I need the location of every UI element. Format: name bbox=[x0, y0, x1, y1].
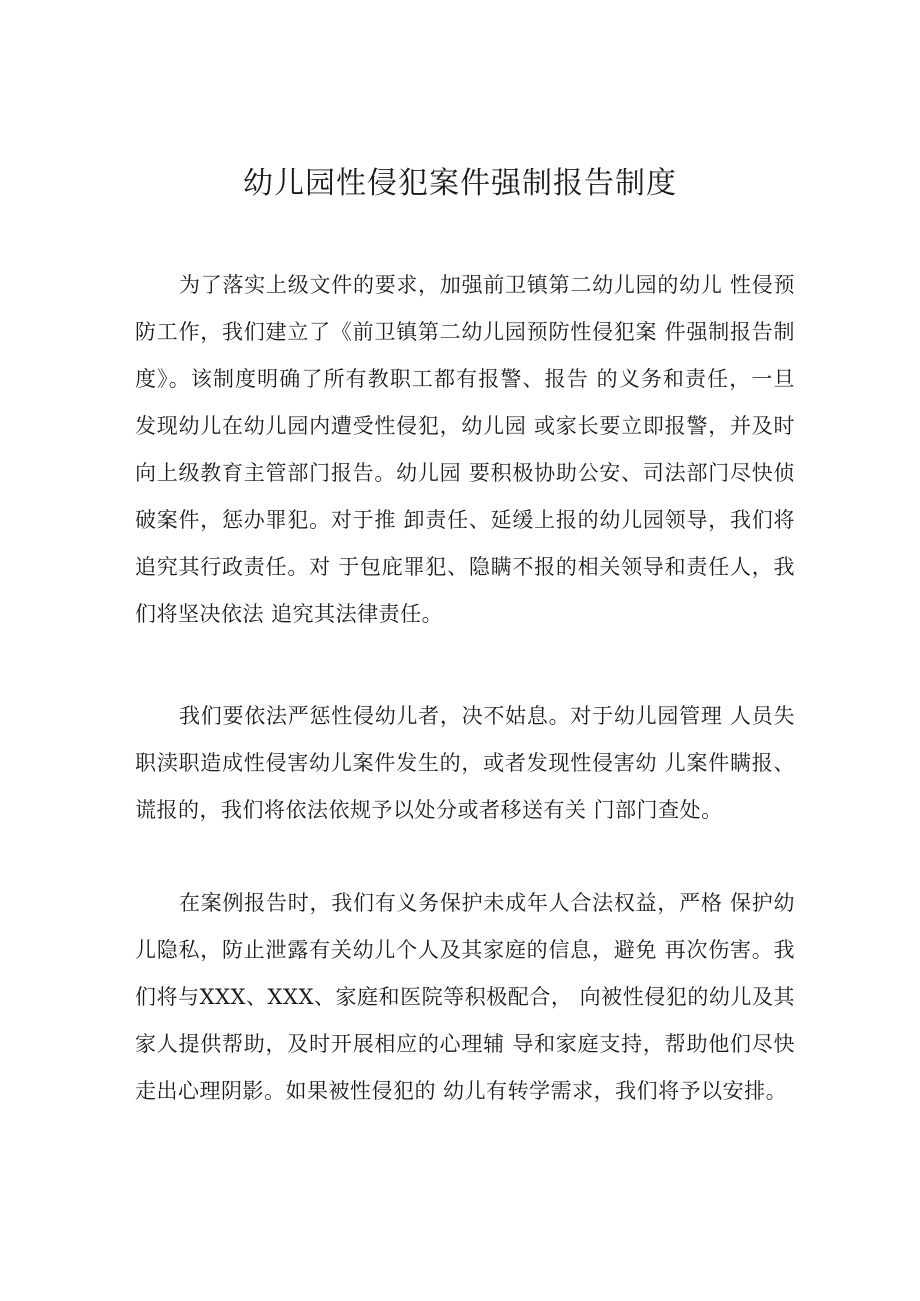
paragraph-line: 们将与XXX、XXX、家庭和医院等积极配合， 向被性侵犯的幼儿及其 bbox=[135, 985, 795, 1009]
paragraph-privacy-protection bbox=[135, 880, 795, 1115]
paragraph-line: 防工作，我们建立了《前卫镇第二幼儿园预防性侵犯案 件强制报告制 bbox=[135, 320, 795, 344]
paragraph-line: 发现幼儿在幼儿园内遭受性侵犯，幼儿园 或家长要立即报警，并及时 bbox=[135, 414, 795, 438]
paragraph-line: 向上级教育主管部门报告。幼儿园 要积极协助公安、司法部门尽快侦 bbox=[135, 461, 795, 485]
paragraph-line: 走出心理阴影。如果被性侵犯的 幼儿有转学需求，我们将予以安排。 bbox=[135, 1079, 788, 1103]
paragraph-line: 儿隐私，防止泄露有关幼儿个人及其家庭的信息，避免 再次伤害。我 bbox=[135, 938, 795, 962]
paragraph-line: 家人提供帮助，及时开展相应的心理辅 导和家庭支持，帮助他们尽快 bbox=[135, 1032, 795, 1056]
paragraph-line: 为了落实上级文件的要求，加强前卫镇第二幼儿园的幼儿 性侵预 bbox=[179, 273, 795, 297]
paragraph-line: 度》。该制度明确了所有教职工都有报警、报告 的义务和责任，一旦 bbox=[135, 367, 795, 391]
paragraph-line: 职渎职造成性侵害幼儿案件发生的，或者发现性侵害幼 儿案件瞒报、 bbox=[135, 751, 795, 775]
document-title: 幼儿园性侵犯案件强制报告制度 bbox=[243, 166, 677, 201]
paragraph-line: 们将坚决依法 追究其法律责任。 bbox=[135, 602, 444, 626]
paragraph-reporting-system bbox=[135, 262, 795, 638]
paragraph-line: 追究其行政责任。对 于包庇罪犯、隐瞒不报的相关领导和责任人，我 bbox=[135, 555, 795, 579]
paragraph-punishment bbox=[135, 693, 795, 834]
paragraph-line: 我们要依法严惩性侵幼儿者，决不姑息。对于幼儿园管理 人员失 bbox=[179, 704, 795, 728]
paragraph-line: 在案例报告时，我们有义务保护未成年人合法权益，严格 保护幼 bbox=[179, 891, 795, 915]
paragraph-line: 谎报的，我们将依法依规予以处分或者移送有关 门部门查处。 bbox=[135, 798, 723, 822]
paragraph-line: 破案件，惩办罪犯。对于推 卸责任、延缓上报的幼儿园领导，我们将 bbox=[135, 508, 795, 532]
